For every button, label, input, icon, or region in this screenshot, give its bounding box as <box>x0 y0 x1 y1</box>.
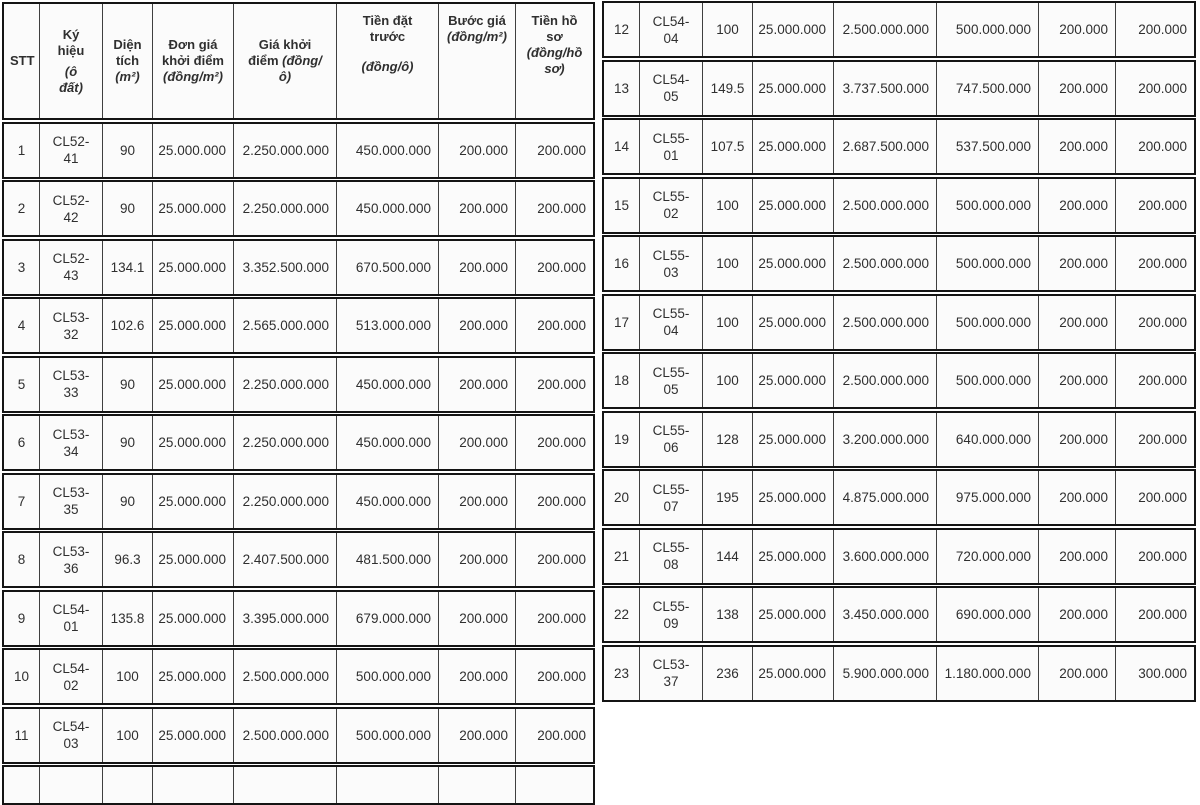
cell-buoc-gia: 200.000 <box>438 299 515 352</box>
plot-code-line2: 33 <box>63 385 79 400</box>
plot-code-line2: 37 <box>663 674 679 689</box>
cell-tien-dat-truoc: 513.000.000 <box>336 299 438 352</box>
cell-buoc-gia: 200.000 <box>438 124 515 177</box>
plot-code-line2: 43 <box>63 268 79 283</box>
cell-buoc-gia: 200.000 <box>1038 471 1115 524</box>
cell-don-gia-khoi-diem: 25.000.000 <box>752 530 833 583</box>
table-row <box>2 648 595 705</box>
cell-stt: 23 <box>613 665 630 681</box>
table-row <box>2 180 595 237</box>
cell-don-gia-khoi-diem: 25.000.000 <box>152 475 233 528</box>
cell-don-gia-khoi-diem: 25.000.000 <box>152 592 233 645</box>
cell-tien-dat-truoc: 500.000.000 <box>936 237 1038 290</box>
cell-tien-ho-so: 200.000 <box>1115 588 1194 641</box>
cell-ky-hieu <box>639 471 702 524</box>
header-label: Đơn giá khởi điểm <box>162 37 224 68</box>
header-unit: (đồng/m²) <box>163 69 223 84</box>
cell-tien-dat-truoc: 450.000.000 <box>336 475 438 528</box>
table-row <box>602 586 1196 643</box>
table-row <box>2 356 595 413</box>
cell-buoc-gia: 200.000 <box>1038 647 1115 700</box>
header-dien-tich <box>102 4 152 118</box>
cell-ky-hieu <box>639 647 702 700</box>
cell-gia-khoi-diem: 2.687.500.000 <box>833 120 936 173</box>
plot-code-line2: 41 <box>63 151 79 166</box>
cell-dien-tich: 149.5 <box>702 62 752 115</box>
cell-tien-ho-so: 200.000 <box>1115 237 1194 290</box>
plot-code-line2: 34 <box>63 443 79 459</box>
header-unit-text: (đồng/ô) <box>278 53 322 84</box>
cell-dien-tich: 135.8 <box>102 592 152 645</box>
cell-don-gia-khoi-diem: 25.000.000 <box>152 533 233 586</box>
table-row <box>602 411 1196 468</box>
plot-code-line1: CL55- <box>652 481 690 497</box>
cell-dien-tich: 128 <box>702 413 752 466</box>
header-don-gia-khoi-diem <box>152 4 233 118</box>
header-label: STT <box>10 53 35 68</box>
cell-tien-ho-so: 200.000 <box>1115 471 1194 524</box>
plot-code-line1: CL55- <box>652 130 690 146</box>
header-buoc-gia <box>438 4 515 118</box>
cell-stt: 15 <box>613 197 630 213</box>
table-row-partial <box>2 765 595 805</box>
cell-ky-hieu <box>639 296 702 349</box>
plot-code-line2: 01 <box>63 619 79 634</box>
cell-buoc-gia: 200.000 <box>1038 413 1115 466</box>
plot-code-line1: CL55- <box>652 247 690 263</box>
cell-ky-hieu <box>39 299 102 352</box>
cell-empty <box>39 767 102 803</box>
cell-buoc-gia: 200.000 <box>1038 120 1115 173</box>
cell-gia-khoi-diem: 3.395.000.000 <box>233 592 336 645</box>
table-row <box>602 469 1196 526</box>
cell-don-gia-khoi-diem: 25.000.000 <box>152 709 233 762</box>
cell-buoc-gia: 200.000 <box>438 182 515 235</box>
table-row <box>602 118 1196 175</box>
plot-code-line2: 42 <box>63 209 79 225</box>
cell-dien-tich: 102.6 <box>102 299 152 352</box>
table-row <box>2 590 595 647</box>
cell-stt: 12 <box>613 22 630 37</box>
cell-tien-ho-so: 200.000 <box>515 709 593 762</box>
cell-tien-dat-truoc: 679.000.000 <box>336 592 438 645</box>
cell-gia-khoi-diem: 2.500.000.000 <box>233 709 336 762</box>
cell-gia-khoi-diem: 2.500.000.000 <box>233 650 336 703</box>
cell-gia-khoi-diem: 3.600.000.000 <box>833 530 936 583</box>
cell-ky-hieu <box>639 3 702 56</box>
table-row <box>602 1 1196 58</box>
plot-code-line1: CL55- <box>652 306 690 321</box>
cell-buoc-gia: 200.000 <box>438 475 515 528</box>
plot-code-line1: CL54- <box>652 13 690 29</box>
cell-don-gia-khoi-diem: 25.000.000 <box>752 62 833 115</box>
cell-gia-khoi-diem: 2.250.000.000 <box>233 124 336 177</box>
plot-code-line2: 03 <box>663 264 679 280</box>
cell-ky-hieu <box>639 62 702 115</box>
cell-gia-khoi-diem: 3.737.500.000 <box>833 62 936 115</box>
table-row <box>602 177 1196 234</box>
cell-tien-ho-so: 200.000 <box>515 182 593 235</box>
header-unit: (m²) <box>115 69 140 84</box>
header-label: Tiền đặt trước <box>362 13 413 44</box>
cell-gia-khoi-diem: 2.250.000.000 <box>233 416 336 469</box>
header-unit: (đồng/m²) <box>447 29 507 44</box>
cell-don-gia-khoi-diem: 25.000.000 <box>752 354 833 407</box>
plot-code-line1: CL53- <box>52 368 90 383</box>
plot-code-line1: CL55- <box>652 364 690 380</box>
cell-dien-tich: 100 <box>702 179 752 232</box>
cell-stt: 13 <box>613 80 630 96</box>
cell-gia-khoi-diem: 2.500.000.000 <box>833 354 936 407</box>
cell-empty <box>515 767 593 803</box>
cell-buoc-gia: 200.000 <box>1038 354 1115 407</box>
plot-code-line2: 08 <box>663 557 679 572</box>
cell-gia-khoi-diem: 2.250.000.000 <box>233 475 336 528</box>
cell-don-gia-khoi-diem: 25.000.000 <box>152 182 233 235</box>
table-row <box>2 122 595 179</box>
table-row <box>2 531 595 588</box>
header-label: Diện tích <box>113 37 142 68</box>
cell-tien-ho-so: 300.000 <box>1115 647 1194 700</box>
cell-dien-tich: 100 <box>702 237 752 290</box>
header-label: Ký hiệu <box>57 26 85 58</box>
cell-buoc-gia: 200.000 <box>1038 62 1115 115</box>
cell-stt: 10 <box>13 669 30 684</box>
plot-code-line1: CL54- <box>52 660 90 676</box>
plot-code-line2: 05 <box>663 89 679 104</box>
cell-stt: 16 <box>613 256 630 271</box>
cell-stt: 9 <box>17 610 26 626</box>
cell-don-gia-khoi-diem: 25.000.000 <box>152 358 233 411</box>
cell-stt: 11 <box>14 727 29 743</box>
auction-table-right-column <box>602 1 1196 703</box>
cell-tien-ho-so: 200.000 <box>1115 3 1194 56</box>
plot-code-line1: CL55- <box>652 423 690 438</box>
cell-buoc-gia: 200.000 <box>438 416 515 469</box>
cell-ky-hieu <box>39 358 102 411</box>
plot-code-line1: CL53- <box>52 426 90 442</box>
cell-dien-tich: 90 <box>102 358 152 411</box>
cell-buoc-gia: 200.000 <box>438 533 515 586</box>
cell-don-gia-khoi-diem: 25.000.000 <box>752 588 833 641</box>
cell-don-gia-khoi-diem: 25.000.000 <box>152 241 233 294</box>
plot-code-line1: CL55- <box>652 189 690 204</box>
cell-don-gia-khoi-diem: 25.000.000 <box>152 124 233 177</box>
cell-tien-ho-so: 200.000 <box>515 592 593 645</box>
cell-tien-ho-so: 200.000 <box>515 299 593 352</box>
cell-tien-dat-truoc: 500.000.000 <box>936 3 1038 56</box>
plot-code-line2: 04 <box>663 30 679 46</box>
cell-dien-tich: 144 <box>702 530 752 583</box>
cell-tien-dat-truoc: 640.000.000 <box>936 413 1038 466</box>
table-row <box>602 235 1196 292</box>
plot-code-line2: 01 <box>663 147 679 163</box>
cell-dien-tich: 90 <box>102 416 152 469</box>
cell-tien-dat-truoc: 690.000.000 <box>936 588 1038 641</box>
cell-stt: 7 <box>17 493 26 509</box>
cell-don-gia-khoi-diem: 25.000.000 <box>752 3 833 56</box>
header-label: Tiền hồ sơ <box>531 13 578 44</box>
cell-tien-ho-so: 200.000 <box>515 241 593 294</box>
cell-tien-dat-truoc: 747.500.000 <box>936 62 1038 115</box>
cell-tien-dat-truoc: 481.500.000 <box>336 533 438 586</box>
cell-empty <box>102 767 152 803</box>
cell-buoc-gia: 200.000 <box>1038 530 1115 583</box>
cell-tien-dat-truoc: 500.000.000 <box>336 709 438 762</box>
header-tien-ho-so <box>515 4 593 118</box>
cell-tien-ho-so: 200.000 <box>515 475 593 528</box>
cell-ky-hieu <box>39 533 102 586</box>
cell-tien-ho-so: 200.000 <box>1115 62 1194 115</box>
cell-empty <box>152 767 233 803</box>
table-row <box>602 528 1196 585</box>
cell-ky-hieu <box>39 475 102 528</box>
plot-code-line1: CL52- <box>52 251 90 266</box>
header-label-text: Giá khởi điểm <box>248 37 312 68</box>
plot-code-line2: 03 <box>63 736 79 751</box>
table-row <box>2 707 595 764</box>
table-row <box>2 239 595 296</box>
table-row <box>602 294 1196 351</box>
plot-code-line2: 09 <box>663 615 679 631</box>
header-stt <box>4 4 39 118</box>
cell-don-gia-khoi-diem: 25.000.000 <box>752 296 833 349</box>
plot-code-line2: 36 <box>63 560 79 576</box>
cell-dien-tich: 236 <box>702 647 752 700</box>
cell-empty <box>438 767 515 803</box>
cell-don-gia-khoi-diem: 25.000.000 <box>752 237 833 290</box>
cell-buoc-gia: 200.000 <box>1038 296 1115 349</box>
cell-buoc-gia: 200.000 <box>1038 179 1115 232</box>
plot-code-line1: CL53- <box>52 309 90 325</box>
plot-code-line1: CL53- <box>52 543 90 559</box>
plot-code-line1: CL55- <box>652 598 690 614</box>
plot-code-line2: 32 <box>63 326 79 342</box>
cell-gia-khoi-diem: 5.900.000.000 <box>833 647 936 700</box>
cell-tien-ho-so: 200.000 <box>515 416 593 469</box>
cell-don-gia-khoi-diem: 25.000.000 <box>752 647 833 700</box>
cell-gia-khoi-diem: 4.875.000.000 <box>833 471 936 524</box>
cell-tien-dat-truoc: 500.000.000 <box>936 296 1038 349</box>
cell-tien-ho-so: 200.000 <box>1115 179 1194 232</box>
cell-stt: 21 <box>613 548 630 564</box>
cell-dien-tich: 90 <box>102 124 152 177</box>
cell-dien-tich: 100 <box>702 3 752 56</box>
cell-ky-hieu <box>39 709 102 762</box>
cell-don-gia-khoi-diem: 25.000.000 <box>752 413 833 466</box>
cell-tien-dat-truoc: 537.500.000 <box>936 120 1038 173</box>
cell-buoc-gia: 200.000 <box>1038 3 1115 56</box>
cell-buoc-gia: 200.000 <box>438 241 515 294</box>
cell-stt: 22 <box>613 607 630 622</box>
cell-buoc-gia: 200.000 <box>1038 588 1115 641</box>
cell-stt: 8 <box>17 552 26 567</box>
cell-tien-dat-truoc: 450.000.000 <box>336 416 438 469</box>
cell-stt: 14 <box>613 139 630 154</box>
cell-ky-hieu <box>639 588 702 641</box>
cell-tien-dat-truoc: 720.000.000 <box>936 530 1038 583</box>
cell-ky-hieu <box>639 413 702 466</box>
cell-gia-khoi-diem: 2.500.000.000 <box>833 179 936 232</box>
cell-ky-hieu <box>39 182 102 235</box>
cell-ky-hieu <box>39 416 102 469</box>
cell-tien-ho-so: 200.000 <box>1115 413 1194 466</box>
cell-empty <box>336 767 438 803</box>
cell-buoc-gia: 200.000 <box>438 709 515 762</box>
cell-tien-dat-truoc: 450.000.000 <box>336 182 438 235</box>
cell-stt: 20 <box>613 490 630 505</box>
cell-gia-khoi-diem: 3.200.000.000 <box>833 413 936 466</box>
cell-tien-dat-truoc: 450.000.000 <box>336 124 438 177</box>
cell-ky-hieu <box>639 354 702 407</box>
cell-dien-tich: 100 <box>102 709 152 762</box>
cell-buoc-gia: 200.000 <box>438 650 515 703</box>
cell-tien-dat-truoc: 670.500.000 <box>336 241 438 294</box>
cell-dien-tich: 100 <box>102 650 152 703</box>
plot-code-line2: 06 <box>663 440 679 455</box>
header-label <box>248 37 322 85</box>
plot-code-line2: 07 <box>663 498 679 514</box>
cell-tien-dat-truoc: 500.000.000 <box>936 179 1038 232</box>
cell-stt: 18 <box>613 373 630 388</box>
cell-tien-ho-so: 200.000 <box>1115 354 1194 407</box>
cell-tien-dat-truoc: 500.000.000 <box>336 650 438 703</box>
table-row <box>2 414 595 471</box>
cell-ky-hieu <box>39 592 102 645</box>
cell-tien-ho-so: 200.000 <box>1115 296 1194 349</box>
header-unit: (đồng/hồ sơ) <box>526 45 583 76</box>
cell-stt: 4 <box>17 318 26 333</box>
cell-gia-khoi-diem: 2.407.500.000 <box>233 533 336 586</box>
auction-table-left-column <box>2 2 595 805</box>
header-unit: (đồng/ô) <box>361 59 414 74</box>
cell-dien-tich: 96.3 <box>102 533 152 586</box>
cell-stt: 3 <box>17 259 26 275</box>
table-row <box>602 60 1196 117</box>
cell-stt: 19 <box>613 431 630 447</box>
cell-empty <box>4 767 39 803</box>
cell-gia-khoi-diem: 2.500.000.000 <box>833 296 936 349</box>
cell-buoc-gia: 200.000 <box>1038 237 1115 290</box>
cell-gia-khoi-diem: 2.565.000.000 <box>233 299 336 352</box>
cell-tien-dat-truoc: 450.000.000 <box>336 358 438 411</box>
plot-code-line1: CL54- <box>52 602 90 617</box>
plot-code-line2: 05 <box>663 381 679 397</box>
cell-stt: 1 <box>17 142 26 158</box>
cell-dien-tich: 100 <box>702 296 752 349</box>
cell-tien-dat-truoc: 1.180.000.000 <box>936 647 1038 700</box>
cell-buoc-gia: 200.000 <box>438 358 515 411</box>
header-label: Bước giá <box>448 13 506 28</box>
cell-dien-tich: 138 <box>702 588 752 641</box>
header-tien-dat-truoc <box>336 4 438 118</box>
cell-ky-hieu <box>39 650 102 703</box>
cell-empty <box>233 767 336 803</box>
header-gia-khoi-diem <box>233 4 336 118</box>
plot-code-line1: CL54- <box>652 72 690 87</box>
plot-code-line2: 35 <box>63 502 79 517</box>
cell-gia-khoi-diem: 2.250.000.000 <box>233 182 336 235</box>
cell-tien-dat-truoc: 500.000.000 <box>936 354 1038 407</box>
cell-dien-tich: 107.5 <box>702 120 752 173</box>
cell-buoc-gia: 200.000 <box>438 592 515 645</box>
cell-gia-khoi-diem: 3.352.500.000 <box>233 241 336 294</box>
table-header-row <box>2 2 595 120</box>
cell-ky-hieu <box>639 530 702 583</box>
plot-code-line2: 02 <box>63 677 79 693</box>
header-unit: (ô đất) <box>59 63 83 95</box>
cell-tien-ho-so: 200.000 <box>515 533 593 586</box>
cell-don-gia-khoi-diem: 25.000.000 <box>752 471 833 524</box>
plot-code-line2: 04 <box>663 323 679 338</box>
cell-dien-tich: 90 <box>102 182 152 235</box>
cell-ky-hieu <box>639 237 702 290</box>
table-row <box>2 473 595 530</box>
plot-code-line2: 02 <box>663 206 679 221</box>
cell-don-gia-khoi-diem: 25.000.000 <box>152 416 233 469</box>
plot-code-line1: CL53- <box>652 657 690 672</box>
cell-gia-khoi-diem: 2.250.000.000 <box>233 358 336 411</box>
cell-stt: 6 <box>17 435 26 450</box>
plot-code-line1: CL52- <box>52 134 90 149</box>
cell-tien-ho-so: 200.000 <box>1115 120 1194 173</box>
cell-don-gia-khoi-diem: 25.000.000 <box>152 299 233 352</box>
plot-code-line1: CL52- <box>52 192 90 208</box>
cell-ky-hieu <box>39 124 102 177</box>
header-ky-hieu <box>39 4 102 118</box>
cell-stt: 17 <box>613 314 630 330</box>
cell-dien-tich: 100 <box>702 354 752 407</box>
cell-ky-hieu <box>639 179 702 232</box>
table-row <box>602 352 1196 409</box>
cell-tien-dat-truoc: 975.000.000 <box>936 471 1038 524</box>
plot-code-line1: CL53- <box>52 485 90 500</box>
cell-tien-ho-so: 200.000 <box>515 124 593 177</box>
plot-code-line1: CL54- <box>52 719 90 734</box>
cell-gia-khoi-diem: 3.450.000.000 <box>833 588 936 641</box>
cell-stt: 2 <box>17 201 26 216</box>
cell-don-gia-khoi-diem: 25.000.000 <box>752 120 833 173</box>
cell-tien-ho-so: 200.000 <box>515 358 593 411</box>
cell-dien-tich: 90 <box>102 475 152 528</box>
table-row <box>2 297 595 354</box>
cell-ky-hieu <box>39 241 102 294</box>
cell-don-gia-khoi-diem: 25.000.000 <box>152 650 233 703</box>
cell-stt: 5 <box>17 376 26 392</box>
cell-tien-ho-so: 200.000 <box>1115 530 1194 583</box>
plot-code-line1: CL55- <box>652 540 690 555</box>
table-row <box>602 645 1196 702</box>
cell-gia-khoi-diem: 2.500.000.000 <box>833 237 936 290</box>
cell-ky-hieu <box>639 120 702 173</box>
cell-gia-khoi-diem: 2.500.000.000 <box>833 3 936 56</box>
cell-dien-tich: 195 <box>702 471 752 524</box>
cell-dien-tich: 134.1 <box>102 241 152 294</box>
cell-tien-ho-so: 200.000 <box>515 650 593 703</box>
cell-don-gia-khoi-diem: 25.000.000 <box>752 179 833 232</box>
